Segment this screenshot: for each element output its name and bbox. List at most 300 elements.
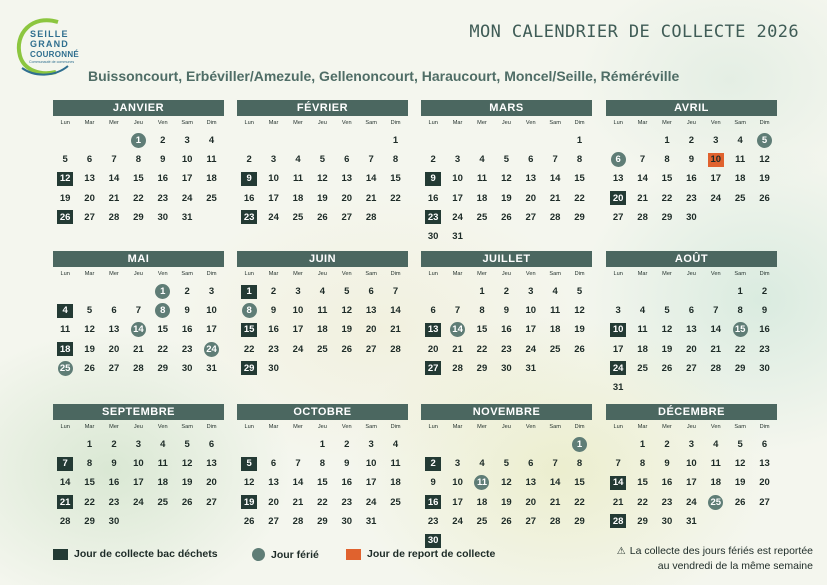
day-number: 25 <box>317 343 328 355</box>
day-number: 14 <box>450 322 465 337</box>
day-cell <box>383 189 407 208</box>
day-number: 8 <box>479 305 485 317</box>
communes-list: Buissoncourt, Erbéviller/Amezule, Gellenoncourt, Haraucourt, Moncel/Seille, Réméréville <box>88 68 680 84</box>
day-cell <box>77 340 101 359</box>
empty-cell <box>335 359 359 378</box>
week-row <box>606 378 777 397</box>
weekday-label: Sam <box>734 424 746 430</box>
week-row <box>421 493 592 512</box>
weekday-label: Ven <box>341 424 352 430</box>
day-number: 16 <box>501 324 512 336</box>
day-number: 25 <box>734 192 746 204</box>
day-cell <box>261 208 285 227</box>
day-number: 8 <box>155 303 170 318</box>
day-number: 1 <box>155 284 170 299</box>
week-row <box>53 359 224 378</box>
day-number: 2 <box>184 286 190 298</box>
day-number: 12 <box>181 458 193 470</box>
day-number: 14 <box>637 173 648 185</box>
day-cell <box>630 493 654 512</box>
day-cell <box>286 301 310 320</box>
empty-cell <box>655 282 679 301</box>
day-cell <box>102 301 126 320</box>
empty-cell <box>383 512 407 531</box>
day-number: 11 <box>710 458 721 470</box>
day-cell <box>470 454 494 473</box>
day-cell <box>310 435 334 454</box>
day-cell <box>421 473 445 492</box>
weekday-header <box>606 267 777 282</box>
day-cell <box>175 454 199 473</box>
day-cell <box>494 454 518 473</box>
week-row <box>421 150 592 169</box>
empty-cell <box>310 359 334 378</box>
day-cell <box>655 454 679 473</box>
day-number: 18 <box>637 343 648 355</box>
empty-cell <box>494 131 518 150</box>
empty-cell <box>567 531 591 550</box>
empty-cell <box>704 378 728 397</box>
day-number: 26 <box>57 210 73 224</box>
day-cell <box>77 454 101 473</box>
day-number: 14 <box>292 477 304 489</box>
day-cell <box>359 454 383 473</box>
day-number: 7 <box>295 458 301 470</box>
day-number: 29 <box>574 515 585 527</box>
day-cell <box>519 320 543 339</box>
weekday-label: Dim <box>206 120 217 126</box>
month-title: DÉCEMBRE <box>606 404 777 420</box>
day-number: 28 <box>637 211 648 223</box>
day-cell <box>445 454 469 473</box>
day-number: 20 <box>525 496 537 508</box>
day-cell <box>151 189 175 208</box>
day-number: 7 <box>552 458 558 470</box>
collect-swatch-icon <box>53 549 68 560</box>
weekday-label: Dim <box>574 271 585 277</box>
day-cell <box>704 454 728 473</box>
weekday-label: Sam <box>549 424 561 430</box>
day-number: 28 <box>549 515 561 527</box>
day-number: 18 <box>317 324 328 336</box>
empty-cell <box>126 512 150 531</box>
day-cell <box>704 359 728 378</box>
day-number: 5 <box>503 458 509 470</box>
day-number: 27 <box>525 211 537 223</box>
day-number: 16 <box>181 324 193 336</box>
holiday-day <box>704 493 728 512</box>
day-cell <box>445 512 469 531</box>
weekday-label: Ven <box>525 120 536 126</box>
day-number: 24 <box>452 515 463 527</box>
day-cell <box>704 320 728 339</box>
week-row <box>606 340 777 359</box>
weekday-label: Ven <box>525 271 536 277</box>
day-cell <box>126 189 150 208</box>
day-cell <box>199 169 223 188</box>
week-row <box>53 512 224 531</box>
month-block <box>53 251 224 378</box>
collection-day <box>421 359 445 378</box>
collection-day <box>606 189 630 208</box>
day-number: 15 <box>157 324 169 336</box>
day-number: 24 <box>710 192 722 204</box>
week-row <box>421 473 592 492</box>
day-number: 24 <box>525 343 537 355</box>
weekday-label: Jeu <box>501 120 511 126</box>
day-number: 30 <box>425 534 441 548</box>
day-number: 4 <box>479 458 485 470</box>
day-cell <box>606 454 630 473</box>
logo-text-2: GRAND <box>30 39 69 49</box>
collection-day <box>53 208 77 227</box>
day-number: 10 <box>292 305 304 317</box>
day-cell <box>335 435 359 454</box>
weekday-label: Lun <box>244 271 254 277</box>
empty-cell <box>543 531 567 550</box>
day-number: 25 <box>549 343 561 355</box>
day-number: 9 <box>688 154 694 166</box>
day-number: 6 <box>688 305 694 317</box>
day-number: 19 <box>181 477 193 489</box>
day-cell <box>655 208 679 227</box>
day-cell <box>286 208 310 227</box>
day-number: 25 <box>390 496 401 508</box>
day-cell <box>567 493 591 512</box>
day-number: 23 <box>157 192 169 204</box>
day-number: 4 <box>160 439 166 451</box>
weekday-header <box>53 116 224 131</box>
day-number: 2 <box>503 286 509 298</box>
day-number: 12 <box>57 172 73 186</box>
day-number: 2 <box>111 439 117 451</box>
day-cell <box>704 301 728 320</box>
empty-cell <box>606 282 630 301</box>
weekday-label: Ven <box>710 120 721 126</box>
weekday-label: Mer <box>109 120 119 126</box>
weekday-label: Sam <box>365 120 377 126</box>
day-cell <box>470 282 494 301</box>
weekday-label: Ven <box>157 120 168 126</box>
day-number: 23 <box>181 343 193 355</box>
day-number: 18 <box>476 496 488 508</box>
day-number: 30 <box>108 515 120 527</box>
day-number: 15 <box>241 323 257 337</box>
week-row <box>421 169 592 188</box>
legend-report-label: Jour de report de collecte <box>367 548 496 560</box>
weekday-label: Jeu <box>686 424 696 430</box>
day-number: 14 <box>710 324 722 336</box>
day-cell <box>77 301 101 320</box>
day-cell <box>519 189 543 208</box>
day-cell <box>567 131 591 150</box>
day-number: 5 <box>241 457 257 471</box>
day-number: 16 <box>341 477 353 489</box>
day-cell <box>261 150 285 169</box>
day-cell <box>237 512 261 531</box>
weekday-label: Sam <box>181 424 193 430</box>
day-number: 21 <box>57 495 73 509</box>
day-cell <box>359 320 383 339</box>
day-cell <box>383 282 407 301</box>
day-cell <box>543 189 567 208</box>
day-number: 9 <box>160 154 166 166</box>
day-cell <box>261 493 285 512</box>
day-cell <box>445 493 469 512</box>
day-cell <box>310 493 334 512</box>
day-number: 15 <box>84 477 95 489</box>
day-cell <box>421 189 445 208</box>
day-cell <box>53 189 77 208</box>
collection-day <box>606 320 630 339</box>
weekday-label: Mer <box>109 271 119 277</box>
day-cell <box>77 359 101 378</box>
day-cell <box>199 301 223 320</box>
day-cell <box>199 282 223 301</box>
day-cell <box>679 150 703 169</box>
day-number: 6 <box>344 154 350 166</box>
week-row <box>606 282 777 301</box>
day-number: 7 <box>111 154 117 166</box>
day-cell <box>335 282 359 301</box>
day-cell <box>728 435 752 454</box>
day-cell <box>126 493 150 512</box>
day-cell <box>151 435 175 454</box>
day-number: 5 <box>503 154 509 166</box>
day-number: 22 <box>317 496 328 508</box>
day-cell <box>752 493 776 512</box>
empty-cell <box>53 435 77 454</box>
day-cell <box>567 454 591 473</box>
day-number: 1 <box>572 437 587 452</box>
day-number: 10 <box>708 153 724 167</box>
day-cell <box>567 301 591 320</box>
empty-cell <box>470 131 494 150</box>
day-number: 24 <box>181 192 193 204</box>
day-cell <box>630 150 654 169</box>
day-number: 7 <box>713 305 719 317</box>
day-cell <box>175 189 199 208</box>
day-cell <box>310 301 334 320</box>
day-cell <box>606 340 630 359</box>
day-number: 22 <box>157 343 169 355</box>
day-cell <box>519 208 543 227</box>
day-number: 25 <box>206 192 217 204</box>
day-number: 17 <box>686 477 697 489</box>
day-number: 1 <box>131 133 146 148</box>
day-cell <box>310 320 334 339</box>
day-cell <box>359 473 383 492</box>
day-cell <box>335 208 359 227</box>
day-cell <box>728 282 752 301</box>
day-cell <box>421 227 445 246</box>
day-cell <box>752 320 776 339</box>
day-number: 13 <box>425 323 441 337</box>
holiday-day <box>752 131 776 150</box>
day-cell <box>470 189 494 208</box>
day-cell <box>310 169 334 188</box>
day-number: 15 <box>317 477 328 489</box>
day-cell <box>630 359 654 378</box>
day-cell <box>679 189 703 208</box>
day-number: 8 <box>737 305 743 317</box>
day-number: 24 <box>292 343 304 355</box>
week-row <box>237 512 408 531</box>
day-cell <box>655 150 679 169</box>
day-number: 6 <box>111 305 117 317</box>
day-number: 13 <box>686 324 697 336</box>
day-cell <box>494 301 518 320</box>
day-cell <box>286 340 310 359</box>
day-cell <box>359 301 383 320</box>
day-cell <box>199 359 223 378</box>
empty-cell <box>445 131 469 150</box>
day-cell <box>752 435 776 454</box>
day-number: 3 <box>454 458 461 470</box>
weekday-label: Ven <box>157 424 168 430</box>
day-number: 21 <box>549 496 561 508</box>
day-number: 11 <box>206 154 217 166</box>
day-number: 29 <box>317 515 328 527</box>
day-number: 4 <box>552 286 558 298</box>
empty-cell <box>606 131 630 150</box>
day-number: 9 <box>664 458 670 470</box>
collection-day <box>53 169 77 188</box>
day-cell <box>335 301 359 320</box>
logo-text-3: COURONNÉ <box>30 50 80 59</box>
day-cell <box>151 150 175 169</box>
day-number: 26 <box>734 496 746 508</box>
empty-cell <box>704 282 728 301</box>
day-cell <box>752 473 776 492</box>
day-cell <box>359 493 383 512</box>
collection-day <box>53 301 77 320</box>
day-cell <box>728 169 752 188</box>
week-row <box>237 208 408 227</box>
day-cell <box>519 340 543 359</box>
day-number: 28 <box>108 211 120 223</box>
empty-cell <box>679 378 703 397</box>
week-row <box>421 512 592 531</box>
weekday-label: Dim <box>390 120 401 126</box>
day-number: 2 <box>664 439 670 451</box>
day-number: 22 <box>243 343 255 355</box>
day-number: 10 <box>610 323 626 337</box>
empty-cell <box>53 282 77 301</box>
day-number: 20 <box>525 192 537 204</box>
day-cell <box>77 320 101 339</box>
collection-day <box>237 359 261 378</box>
day-number: 13 <box>108 324 120 336</box>
empty-cell <box>543 227 567 246</box>
day-number: 6 <box>86 154 93 166</box>
day-number: 23 <box>108 496 120 508</box>
day-cell <box>310 473 334 492</box>
day-cell <box>567 340 591 359</box>
day-cell <box>261 282 285 301</box>
weekday-label: Jeu <box>133 424 143 430</box>
day-number: 16 <box>243 192 255 204</box>
day-number: 29 <box>637 515 648 527</box>
collection-day <box>53 340 77 359</box>
empty-cell <box>286 131 310 150</box>
holiday-day <box>126 131 150 150</box>
day-number: 3 <box>528 286 534 298</box>
day-number: 26 <box>501 515 512 527</box>
weekday-label: Mar <box>452 120 463 126</box>
day-number: 17 <box>268 192 279 204</box>
day-cell <box>752 340 776 359</box>
day-cell <box>728 454 752 473</box>
day-cell <box>494 169 518 188</box>
day-cell <box>359 512 383 531</box>
week-row <box>237 282 408 301</box>
day-cell <box>335 454 359 473</box>
day-number: 26 <box>759 192 770 204</box>
empty-cell <box>126 282 150 301</box>
empty-cell <box>286 435 310 454</box>
month-block <box>53 100 224 227</box>
weekday-label: Dim <box>390 271 401 277</box>
weekday-label: Sam <box>549 120 561 126</box>
day-number: 3 <box>713 135 719 147</box>
day-number: 16 <box>157 173 169 185</box>
empty-cell <box>630 282 654 301</box>
week-row <box>421 301 592 320</box>
empty-cell <box>606 435 630 454</box>
day-cell <box>77 493 101 512</box>
week-row <box>606 359 777 378</box>
day-cell <box>261 473 285 492</box>
day-cell <box>286 512 310 531</box>
day-cell <box>655 512 679 531</box>
day-cell <box>606 169 630 188</box>
day-cell <box>335 493 359 512</box>
day-cell <box>175 169 199 188</box>
empty-cell <box>519 435 543 454</box>
day-cell <box>286 493 310 512</box>
day-cell <box>704 473 728 492</box>
day-cell <box>704 189 728 208</box>
day-cell <box>704 131 728 150</box>
day-number: 18 <box>206 173 217 185</box>
day-cell <box>543 473 567 492</box>
month-title: FÉVRIER <box>237 100 408 116</box>
week-row <box>237 454 408 473</box>
week-row <box>53 150 224 169</box>
day-cell <box>494 359 518 378</box>
day-number: 27 <box>365 343 377 355</box>
day-number: 9 <box>184 305 190 317</box>
day-cell <box>445 189 469 208</box>
weekday-label: Sam <box>734 120 746 126</box>
collection-day <box>237 208 261 227</box>
day-number: 25 <box>292 211 304 223</box>
day-number: 11 <box>292 173 303 185</box>
empty-cell <box>151 512 175 531</box>
day-cell <box>567 282 591 301</box>
day-number: 5 <box>344 286 350 298</box>
day-cell <box>445 359 469 378</box>
day-number: 29 <box>574 211 585 223</box>
day-number: 28 <box>549 211 561 223</box>
day-cell <box>126 473 150 492</box>
day-number: 20 <box>610 191 626 205</box>
day-number: 1 <box>479 286 485 298</box>
day-cell <box>199 435 223 454</box>
day-cell <box>567 189 591 208</box>
day-cell <box>655 493 679 512</box>
